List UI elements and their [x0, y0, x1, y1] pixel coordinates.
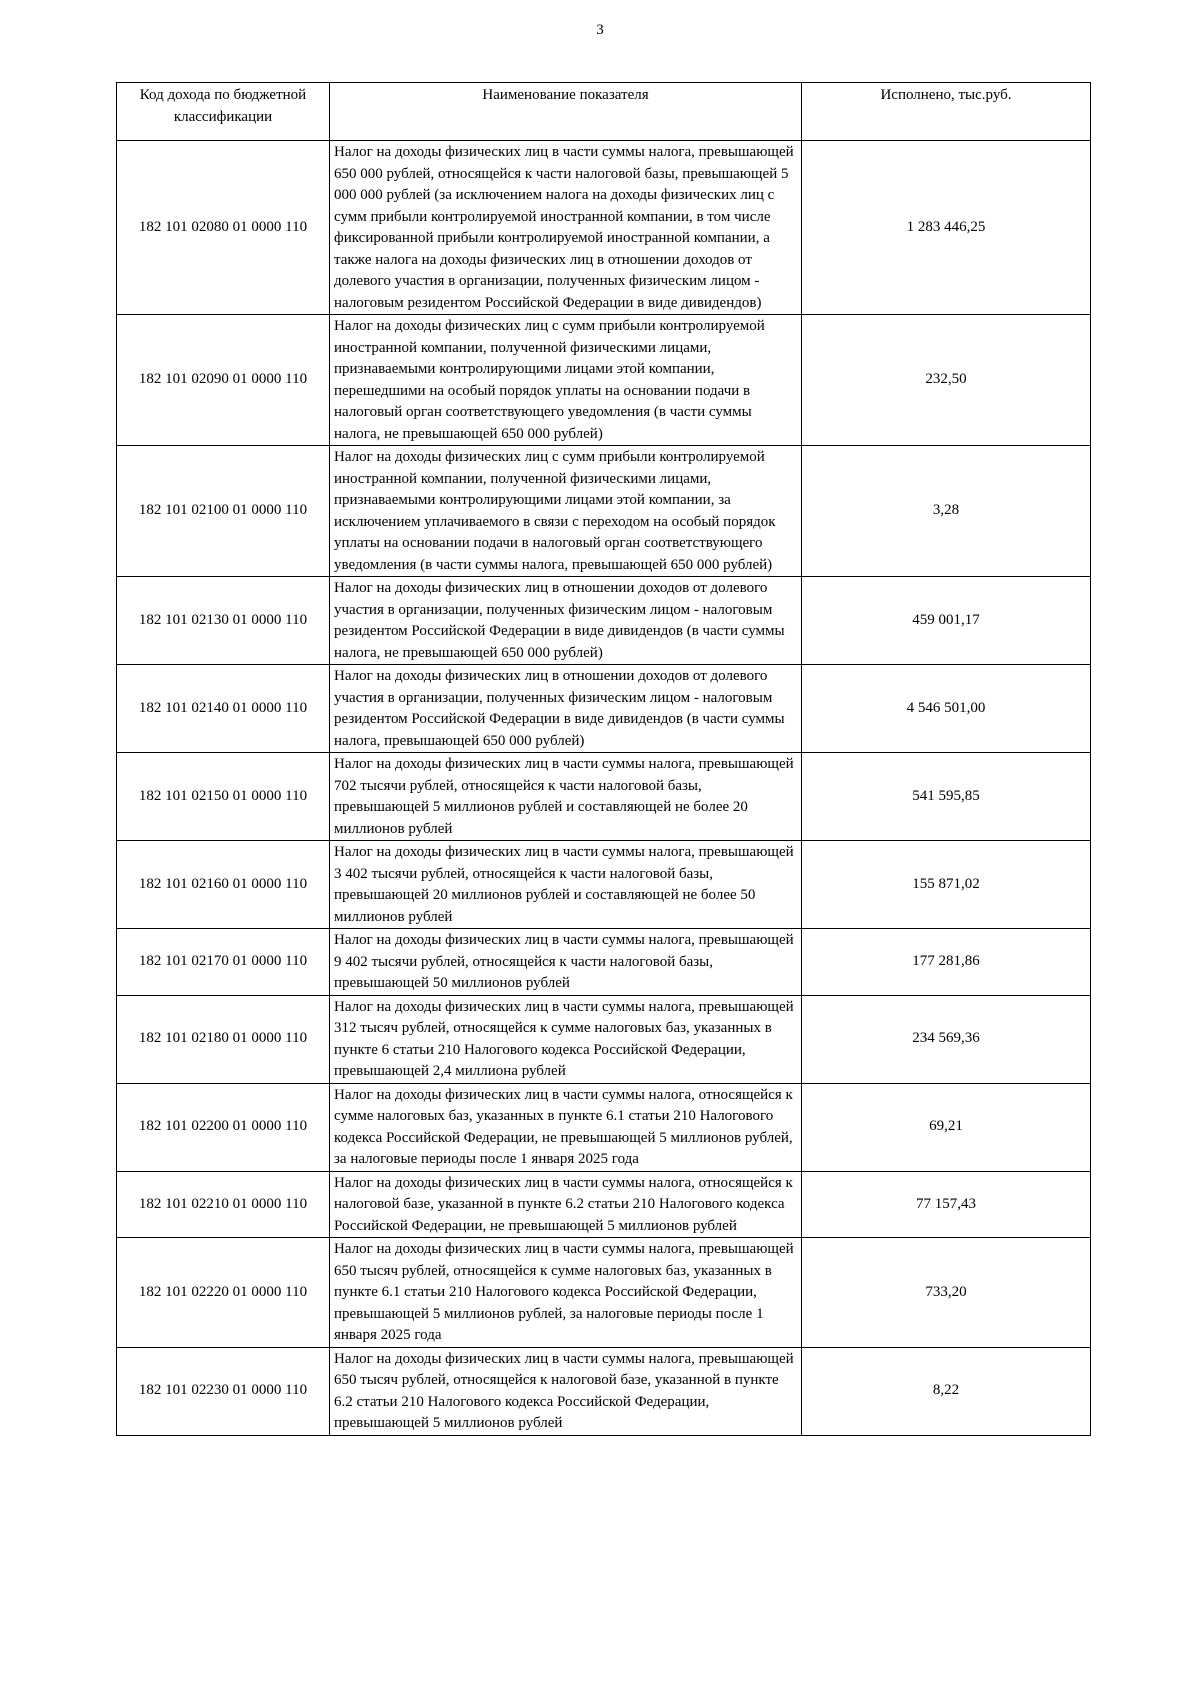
row-value: 1 283 446,25 — [802, 141, 1091, 315]
row-name: Налог на доходы физических лиц с сумм прибыли контролируемой иностранной компании, полученной физическими лицами, признаваемыми контролирующими лицами этой компании, за исключением уплачиваемого в связи с переходом на особый порядок уплаты на основании подачи в налоговый орган соответствующего уведомления (в части суммы налога, превышающей 650 000 рублей) — [330, 446, 802, 577]
row-name: Налог на доходы физических лиц в части суммы налога, превышающей 650 тысяч рублей, относящейся к налоговой базе, указанной в пункте 6.2 статьи 210 Налогового кодекса Российской Федерации, превышающей 5 миллионов рублей — [330, 1347, 802, 1435]
row-value: 8,22 — [802, 1347, 1091, 1435]
header-name: Наименование показателя — [330, 83, 802, 141]
table-header-row — [117, 83, 1091, 141]
row-code: 182 101 02140 01 0000 110 — [117, 665, 330, 753]
table-row — [117, 753, 1091, 841]
row-value: 155 871,02 — [802, 841, 1091, 929]
table-row — [117, 141, 1091, 315]
table-row — [117, 577, 1091, 665]
table-row — [117, 1347, 1091, 1435]
table-row — [117, 446, 1091, 577]
row-code: 182 101 02090 01 0000 110 — [117, 315, 330, 446]
row-name: Налог на доходы физических лиц в части суммы налога, превышающей 9 402 тысячи рублей, относящейся к части налоговой базы, превышающей 50 миллионов рублей — [330, 929, 802, 996]
row-code: 182 101 02220 01 0000 110 — [117, 1238, 330, 1348]
table-row — [117, 1083, 1091, 1171]
header-value: Исполнено, тыс.руб. — [802, 83, 1091, 141]
page-number: 3 — [596, 22, 604, 38]
row-name: Налог на доходы физических лиц в части суммы налога, превышающей 3 402 тысячи рублей, относящейся к части налоговой базы, превышающей 20 миллионов рублей и составляющей не более 50 миллионов рублей — [330, 841, 802, 929]
row-name: Налог на доходы физических лиц в части суммы налога, превышающей 650 тысяч рублей, относящейся к сумме налоговых баз, указанных в пункте 6.1 статьи 210 Налогового кодекса Российской Федерации, превышающей 5 миллионов рублей, за налоговые периоды после 1 января 2025 года — [330, 1238, 802, 1348]
table-row — [117, 315, 1091, 446]
row-name: Налог на доходы физических лиц в части суммы налога, превышающей 702 тысячи рублей, относящейся к части налоговой базы, превышающей 5 миллионов рублей и составляющей не более 20 миллионов рублей — [330, 753, 802, 841]
row-name: Налог на доходы физических лиц в отношении доходов от долевого участия в организации, полученных физическим лицом - налоговым резидентом Российской Федерации в виде дивидендов (в части суммы налога, превышающей 650 000 рублей) — [330, 665, 802, 753]
row-code: 182 101 02230 01 0000 110 — [117, 1347, 330, 1435]
header-code: Код дохода по бюджетной классификации — [117, 83, 330, 141]
row-value: 4 546 501,00 — [802, 665, 1091, 753]
table-row — [117, 1238, 1091, 1348]
row-name: Налог на доходы физических лиц с сумм прибыли контролируемой иностранной компании, полученной физическими лицами, признаваемыми контролирующими лицами этой компании, перешедшими на особый порядок уплаты на основании подачи в налоговый орган соответствующего уведомления (в части суммы налога, не превышающей 650 000 рублей) — [330, 315, 802, 446]
row-value: 234 569,36 — [802, 995, 1091, 1083]
row-code: 182 101 02150 01 0000 110 — [117, 753, 330, 841]
row-name: Налог на доходы физических лиц в части суммы налога, относящейся к сумме налоговых баз, указанных в пункте 6.1 статьи 210 Налогового кодекса Российской Федерации, не превышающей 5 миллионов рублей, за налоговые периоды после 1 января 2025 года — [330, 1083, 802, 1171]
table-row — [117, 929, 1091, 996]
row-code: 182 101 02130 01 0000 110 — [117, 577, 330, 665]
row-code: 182 101 02100 01 0000 110 — [117, 446, 330, 577]
table-row — [117, 841, 1091, 929]
row-value: 3,28 — [802, 446, 1091, 577]
row-code: 182 101 02080 01 0000 110 — [117, 141, 330, 315]
table-row — [117, 995, 1091, 1083]
table-row — [117, 665, 1091, 753]
row-code: 182 101 02210 01 0000 110 — [117, 1171, 330, 1238]
row-value: 541 595,85 — [802, 753, 1091, 841]
row-value: 733,20 — [802, 1238, 1091, 1348]
row-value: 77 157,43 — [802, 1171, 1091, 1238]
row-value: 69,21 — [802, 1083, 1091, 1171]
row-value: 232,50 — [802, 315, 1091, 446]
row-name: Налог на доходы физических лиц в отношении доходов от долевого участия в организации, полученных физическим лицом - налоговым резидентом Российской Федерации в виде дивидендов (в части суммы налога, не превышающей 650 000 рублей) — [330, 577, 802, 665]
row-name: Налог на доходы физических лиц в части суммы налога, относящейся к налоговой базе, указанной в пункте 6.2 статьи 210 Налогового кодекса Российской Федерации, не превышающей 5 миллионов рублей — [330, 1171, 802, 1238]
row-name: Налог на доходы физических лиц в части суммы налога, превышающей 650 000 рублей, относящейся к части налоговой базы, превышающей 5 000 000 рублей (за исключением налога на доходы физических лиц с сумм прибыли контролируемой иностранной компании, в том числе фиксированной прибыли контролируемой иностранной компании, а также налога на доходы физических лиц в отношении доходов от долевого участия в организации, полученных физическим лицом - налоговым резидентом Российской Федерации в виде дивидендов) — [330, 141, 802, 315]
row-value: 177 281,86 — [802, 929, 1091, 996]
row-code: 182 101 02160 01 0000 110 — [117, 841, 330, 929]
row-code: 182 101 02180 01 0000 110 — [117, 995, 330, 1083]
row-code: 182 101 02170 01 0000 110 — [117, 929, 330, 996]
row-value: 459 001,17 — [802, 577, 1091, 665]
row-name: Налог на доходы физических лиц в части суммы налога, превышающей 312 тысяч рублей, относящейся к сумме налоговых баз, указанных в пункте 6 статьи 210 Налогового кодекса Российской Федерации, превышающей 2,4 миллиона рублей — [330, 995, 802, 1083]
row-code: 182 101 02200 01 0000 110 — [117, 1083, 330, 1171]
revenue-table — [116, 82, 1091, 1436]
table-row — [117, 1171, 1091, 1238]
